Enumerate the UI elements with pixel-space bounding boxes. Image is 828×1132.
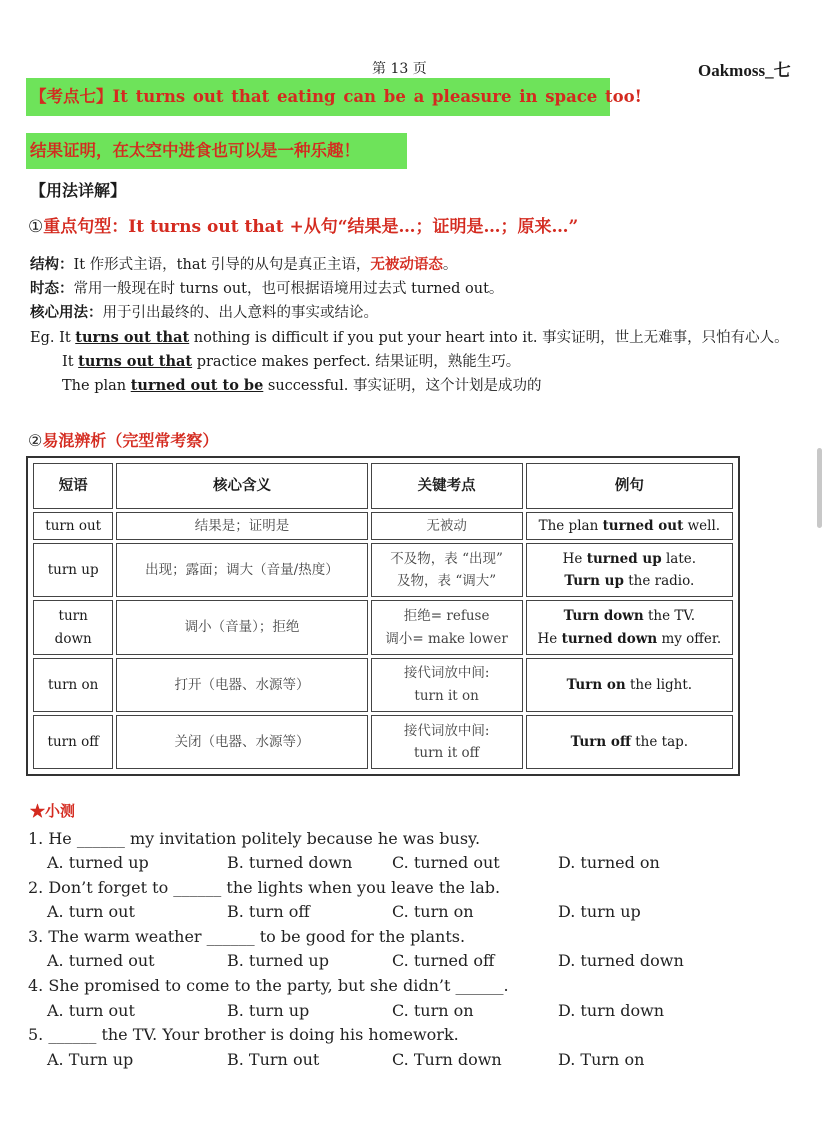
tense-line [30, 277, 503, 298]
key-point-translation: 结果证明，在太空中进食也可以是一种乐趣！ [26, 133, 407, 169]
usage-text: 用于引出最终的、出人意料的事实或结论。 [102, 305, 378, 321]
tense-text: 常用一般现在时 turns out，也可根据语境用过去式 turned out。 [73, 281, 504, 297]
meaning-cell: 出现；露面；调大（音量/热度） [116, 543, 367, 597]
quiz-option: C. turned off [392, 951, 495, 970]
usage-label: 核心用法： [30, 304, 103, 321]
key-point-line: 接代词放中间: [403, 722, 490, 739]
key-point-line: 不及物，表 “出现” [390, 551, 503, 568]
structure-end: 。 [442, 257, 458, 273]
example-phrase: turned down [561, 630, 658, 647]
example-line [531, 515, 728, 537]
example-line [531, 628, 728, 650]
example-phrase: Turn down [563, 608, 644, 625]
column-header: 关键考点 [371, 463, 523, 509]
quiz-option: D. turn down [558, 1001, 665, 1020]
example-rest: nothing is difficult if you put your heart into it. 事实证明，世上无难事，只怕有心人。 [189, 330, 789, 346]
example-phrase: Turn up [564, 573, 624, 590]
example-text: He [562, 551, 587, 568]
comparison-number: ② [28, 431, 43, 450]
key-point-cell [371, 658, 523, 712]
example-prefix: It [62, 354, 79, 370]
quiz-option: C. turned out [392, 853, 500, 872]
example-rest: practice makes perfect. 结果证明，熟能生巧。 [192, 354, 521, 370]
key-point-line: 拒绝= refuse [403, 608, 490, 625]
quiz-option: D. turn up [558, 902, 641, 921]
key-point-line: turn it on [414, 687, 479, 704]
quiz-option: A. turned out [47, 951, 155, 970]
key-point-line: turn it off [413, 744, 480, 761]
example-text: well. [683, 517, 721, 534]
example-line [531, 570, 728, 592]
example-sentence [62, 374, 541, 395]
scrollbar-thumb[interactable] [817, 448, 822, 528]
example-cell [526, 658, 733, 712]
example-text: The plan [538, 517, 603, 534]
key-point-cell [371, 512, 523, 540]
quiz-title: ★小测 [30, 802, 76, 820]
quiz-option: C. turn on [392, 1001, 474, 1020]
example-keyword: turns out that [78, 353, 193, 370]
quiz-option: A. turned up [47, 853, 149, 872]
key-point-cell [371, 600, 523, 654]
example-text: the tap. [630, 733, 689, 750]
key-point-line: 调小= make lower [385, 630, 508, 647]
example-phrase: Turn on [566, 676, 626, 693]
phrase-cell: turn up [33, 543, 113, 597]
example-prefix: The plan [62, 378, 131, 394]
example-cell [526, 600, 733, 654]
meaning-cell: 关闭（电器、水源等） [116, 715, 367, 769]
table-row [33, 512, 733, 540]
phrase-cell: turn down [33, 600, 113, 654]
quiz-option: B. turn off [227, 902, 310, 921]
quiz-option: D. turned down [558, 951, 684, 970]
quiz-option: D. turned on [558, 853, 660, 872]
key-point-cell [371, 543, 523, 597]
example-text: the radio. [623, 573, 695, 590]
example-line [531, 605, 728, 627]
example-text: my offer. [657, 630, 722, 647]
quiz-option: B. turned up [227, 951, 329, 970]
example-line [531, 731, 728, 753]
page-number: 第 13 页 [372, 61, 427, 77]
example-line [531, 674, 728, 696]
quiz-option: A. turn out [47, 902, 135, 921]
key-point-cell [371, 715, 523, 769]
quiz-question: 1. He ______ my invitation politely because he was busy. [28, 829, 481, 848]
column-header: 核心含义 [116, 463, 367, 509]
tense-label: 时态： [30, 280, 74, 297]
example-cell [526, 543, 733, 597]
usage-heading: 【用法详解】 [30, 181, 127, 200]
key-pattern [28, 212, 578, 237]
example-phrase: Turn off [570, 733, 631, 750]
example-phrase: turned out [602, 517, 684, 534]
example-rest: successful. 事实证明，这个计划是成功的 [263, 378, 542, 394]
quiz-option: B. turned down [227, 853, 353, 872]
structure-text: It 作形式主语，that 引导的从句是真正主语， [73, 257, 371, 273]
example-prefix: Eg. It [30, 330, 76, 346]
comparison-heading [28, 428, 218, 451]
pattern-text: 重点句型：It turns out that +从句“结果是…；证明是…；原来…” [43, 217, 579, 237]
example-text: late. [661, 551, 697, 568]
key-point-line: 及物，表 “调大” [397, 573, 497, 590]
table-row [33, 600, 733, 654]
example-cell [526, 715, 733, 769]
quiz-question: 2. Don’t forget to ______ the lights when you leave the lab. [28, 878, 501, 897]
column-header: 短语 [33, 463, 113, 509]
quiz-question: 5. ______ the TV. Your brother is doing his homework. [28, 1025, 459, 1044]
quiz-question: 3. The warm weather ______ to be good for the plants. [28, 927, 466, 946]
comparison-table [26, 456, 740, 776]
example-text: He [537, 630, 562, 647]
table-row [33, 543, 733, 597]
quiz-option: A. Turn up [47, 1050, 134, 1069]
quiz-option: C. Turn down [392, 1050, 502, 1069]
quiz-option: A. turn out [47, 1001, 135, 1020]
key-point-line: 接代词放中间: [403, 665, 490, 682]
structure-red: 无被动语态 [370, 256, 443, 273]
quiz-option: B. Turn out [227, 1050, 320, 1069]
table-row [33, 715, 733, 769]
example-cell [526, 512, 733, 540]
table-row [33, 658, 733, 712]
quiz-option: B. turn up [227, 1001, 310, 1020]
meaning-cell: 调小（音量）；拒绝 [116, 600, 367, 654]
quiz-option: C. turn on [392, 902, 474, 921]
meaning-cell: 结果是；证明是 [116, 512, 367, 540]
example-sentence [30, 326, 789, 347]
table-header-row [33, 463, 733, 509]
structure-label: 结构： [30, 256, 74, 273]
usage-line [30, 301, 378, 322]
pattern-number: ① [28, 217, 44, 237]
column-header: 例句 [526, 463, 733, 509]
meaning-cell: 打开（电器、水源等） [116, 658, 367, 712]
example-text: the TV. [643, 608, 696, 625]
comparison-title: 易混辨析（完型常考察） [42, 431, 219, 450]
key-point-title: 【考点七】It turns out that eating can be a pleasure in space too! [26, 78, 610, 116]
structure-line [30, 253, 457, 274]
key-point-line: 无被动 [426, 517, 467, 534]
phrase-cell: turn out [33, 512, 113, 540]
example-keyword: turns out that [75, 329, 190, 346]
phrase-cell: turn off [33, 715, 113, 769]
phrase-cell: turn on [33, 658, 113, 712]
example-sentence [62, 350, 520, 371]
example-keyword: turned out to be [130, 377, 264, 394]
quiz-question: 4. She promised to come to the party, but she didn’t ______. [28, 976, 509, 995]
quiz-option: D. Turn on [558, 1050, 645, 1069]
example-line [531, 548, 728, 570]
example-text: the light. [625, 676, 693, 693]
author-tag: Oakmoss_七 [698, 61, 791, 80]
example-phrase: turned up [586, 551, 662, 568]
